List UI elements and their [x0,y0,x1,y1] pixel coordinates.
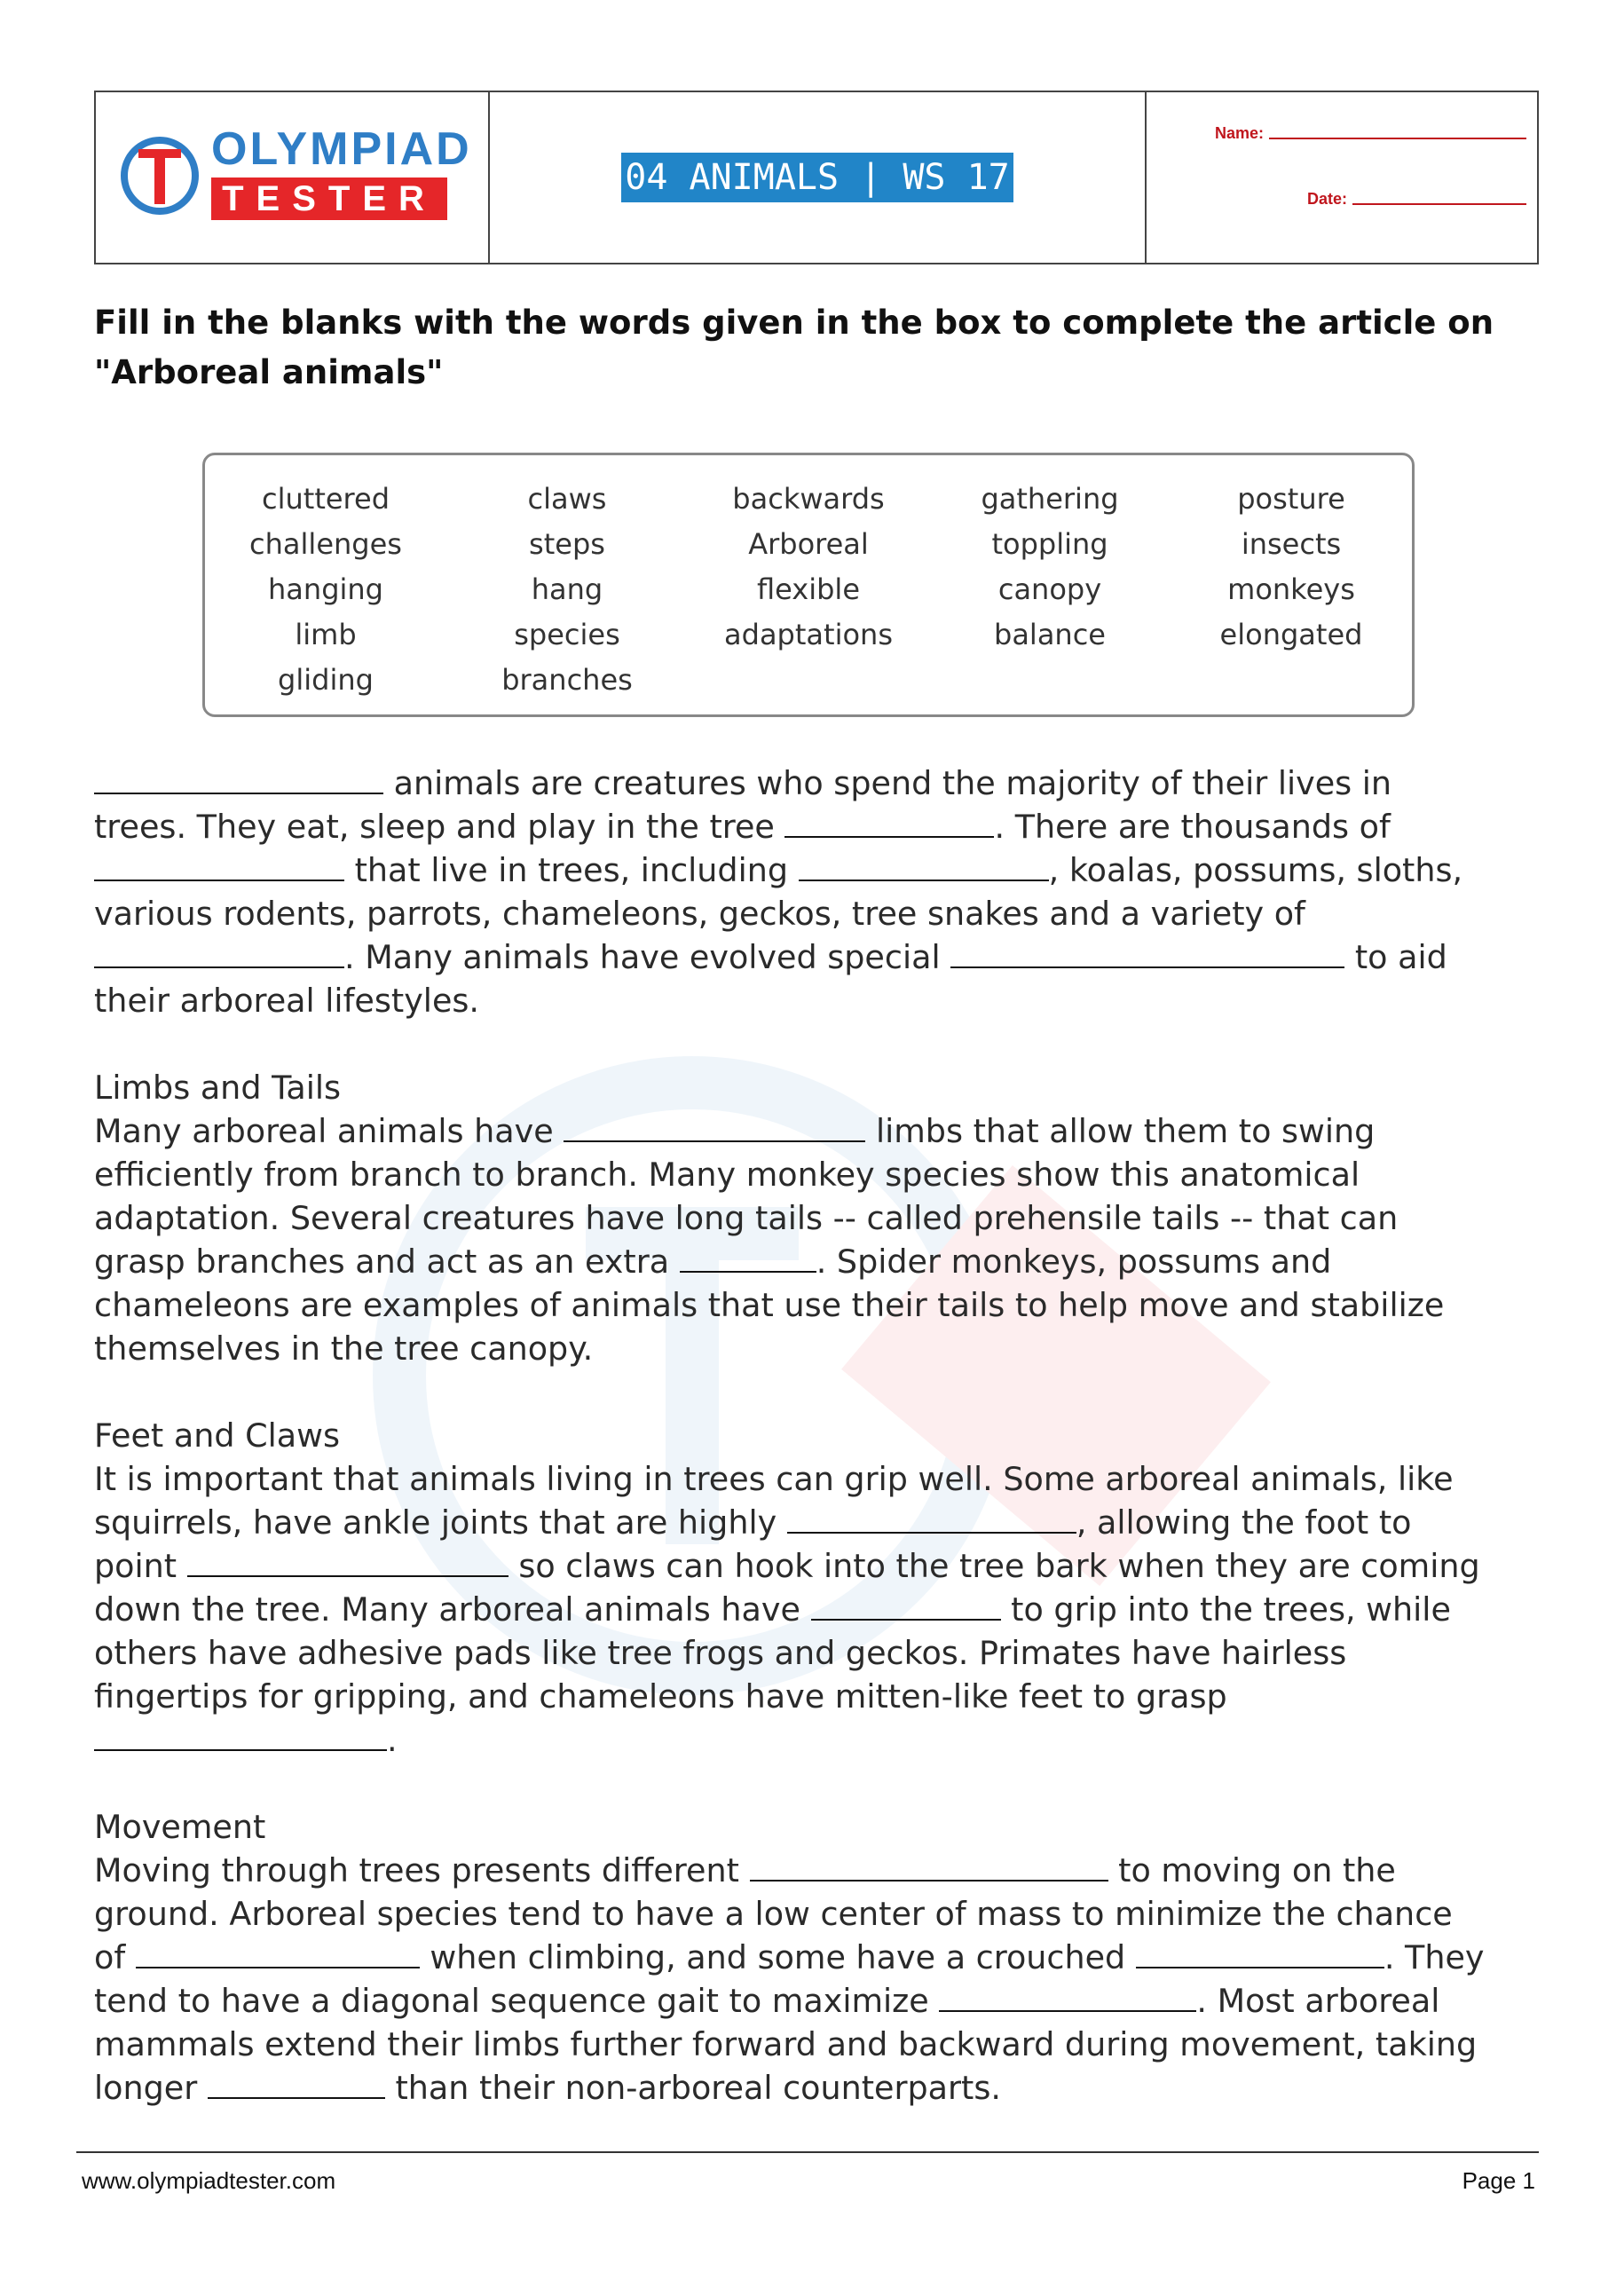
article-text: limbs that allow them to swing [875,1112,1376,1150]
section-heading-text: Movement [94,1808,266,1846]
article-line [94,1936,1558,1979]
article-text: to grip into the trees, while [1011,1590,1451,1629]
article-text: grasp branches and act as an extra [94,1242,670,1281]
article-text: . Most arboreal [1196,1982,1440,2020]
article-line [94,848,1558,892]
footer-divider [76,2151,1539,2153]
article-text: fingertips for gripping, and chameleons have mitten-like feet to grasp [94,1677,1227,1716]
word-box-item: adaptations [724,618,893,651]
word-box-item: flexible [757,572,860,606]
logo-text-tester: TESTER [211,178,447,220]
article-text: their arboreal lifestyles. [94,982,480,1020]
article-line [94,1849,1558,1892]
word-box-item: toppling [991,527,1108,561]
article-line [94,1283,1558,1327]
article-text: mammals extend their limbs further forward and backward during movement, taking [94,2025,1478,2063]
answer-blank[interactable] [939,1984,1196,2012]
word-box-item: Arboreal [748,527,869,561]
section-heading-text: Limbs and Tails [94,1069,342,1107]
name-field[interactable] [1215,124,1526,143]
section-heading-movement [94,1805,1558,1849]
answer-blank[interactable] [750,1853,1108,1882]
olympiad-logo-icon [115,131,204,220]
answer-blank[interactable] [94,940,344,968]
worksheet-title: 04 ANIMALS | WS 17 [621,153,1013,202]
article-text: of [94,1938,126,1976]
article-line [94,1718,1558,1762]
section-heading-feet [94,1414,1558,1457]
article-text: . [387,1721,398,1759]
article-line [94,761,1558,805]
article-text: themselves in the tree canopy. [94,1329,594,1368]
word-box-item: posture [1237,482,1345,516]
word-box-item: species [514,618,620,651]
article-text: when climbing, and some have a crouched [430,1938,1126,1976]
answer-blank[interactable] [94,1723,387,1751]
article-line [94,1892,1558,1936]
article-text: adaptation. Several creatures have long tails -- called prehensile tails -- that can [94,1199,1399,1237]
article-text: ground. Arboreal species tend to have a low center of mass to minimize the chance [94,1895,1453,1933]
article-text: efficiently from branch to branch. Many monkey species show this anatomical [94,1156,1360,1194]
article-line [94,2066,1558,2110]
word-box-item: hang [531,572,603,606]
article-text: animals are creatures who spend the majority of their lives in [393,764,1392,802]
article-text: so claws can hook into the tree bark when they are coming [518,1547,1480,1585]
article-text: tend to have a diagonal sequence gait to maximize [94,1982,929,2020]
article-line [94,1501,1558,1544]
date-field[interactable] [1307,190,1526,209]
article-line [94,1196,1558,1240]
article-line [94,979,1558,1022]
article-text: to moving on the [1118,1851,1396,1889]
article-line [94,1979,1558,2023]
article-line [94,2023,1558,2066]
word-box-item: steps [529,527,605,561]
article-text: . They [1384,1938,1485,1976]
article-text: down the tree. Many arboreal animals have [94,1590,800,1629]
word-box [202,453,1415,717]
answer-blank[interactable] [1136,1940,1384,1968]
article-text: chameleons are examples of animals that use their tails to help move and stabilize [94,1286,1445,1324]
word-box-item: elongated [1219,618,1363,651]
section-heading-limbs [94,1066,1558,1109]
word-box-item: canopy [997,572,1102,606]
article-text: others have adhesive pads like tree frogs and geckos. Primates have hairless [94,1634,1347,1672]
article-text: . There are thousands of [994,808,1391,846]
footer-page-number: Page 1 [1462,2167,1535,2194]
date-line [1352,203,1526,205]
article-text: various rodents, parrots, chameleons, geckos, tree snakes and a variety of [94,895,1305,933]
article-text: squirrels, have ankle joints that are highly [94,1503,777,1542]
article-line [94,1240,1558,1283]
article-text: . Spider monkeys, possums and [816,1242,1332,1281]
answer-blank[interactable] [94,853,344,881]
answer-blank[interactable] [787,1505,1076,1534]
name-label: Name: [1214,124,1264,142]
article-text: that live in trees, including [354,851,789,889]
article-body [94,761,1558,2110]
word-box-item: backwards [732,482,885,516]
article-line [94,805,1558,848]
answer-blank[interactable] [187,1549,508,1577]
logo-cell [96,92,490,263]
word-box-item: cluttered [262,482,390,516]
article-line [94,1327,1558,1370]
name-date-cell [1147,92,1537,263]
article-line [94,1457,1558,1501]
article-text: than their non-arboreal counterparts. [395,2069,1001,2107]
answer-blank[interactable] [208,2071,385,2099]
name-line [1269,138,1526,139]
article-text: Many arboreal animals have [94,1112,554,1150]
article-line [94,1631,1558,1675]
article-text: point [94,1547,177,1585]
article-text: to aid [1354,938,1447,976]
article-line [94,892,1558,935]
article-text: trees. They eat, sleep and play in the tree [94,808,775,846]
footer-website[interactable]: www.olympiadtester.com [82,2167,336,2194]
article-text: Moving through trees presents different [94,1851,739,1889]
word-box-item: insects [1241,527,1342,561]
article-text: It is important that animals living in trees can grip well. Some arboreal animals, like [94,1460,1454,1498]
answer-blank[interactable] [564,1114,865,1142]
word-box-item: hanging [268,572,383,606]
title-cell [490,92,1147,263]
article-text: . Many animals have evolved special [344,938,941,976]
word-box-item: gliding [278,663,374,697]
answer-blank[interactable] [94,766,383,794]
answer-blank[interactable] [136,1940,420,1968]
answer-blank[interactable] [680,1244,816,1273]
word-box-item: monkeys [1227,572,1355,606]
date-label: Date: [1306,190,1347,208]
word-box-item: balance [994,618,1106,651]
logo-text-olympiad: OLYMPIAD [211,123,472,175]
word-box-item: claws [527,482,607,516]
section-heading-text: Feet and Claws [94,1416,340,1455]
article-text: , allowing the foot to [1076,1503,1412,1542]
answer-blank[interactable] [799,853,1049,881]
answer-blank[interactable] [950,940,1344,968]
article-line [94,1153,1558,1196]
word-box-item: limb [295,618,357,651]
article-line [94,1109,1558,1153]
article-text: , koalas, possums, sloths, [1048,851,1463,889]
word-box-item: gathering [981,482,1119,516]
article-line [94,1544,1558,1588]
answer-blank[interactable] [784,809,994,838]
word-box-item: challenges [249,527,402,561]
article-line [94,1588,1558,1631]
worksheet-header [94,91,1539,264]
instruction-text: Fill in the blanks with the words given in the box to complete the article on "Arboreal animals" [94,304,1494,391]
article-line [94,935,1558,979]
article-text: longer [94,2069,198,2107]
article-line [94,1675,1558,1718]
word-box-item: branches [501,663,633,697]
answer-blank[interactable] [811,1592,1001,1621]
